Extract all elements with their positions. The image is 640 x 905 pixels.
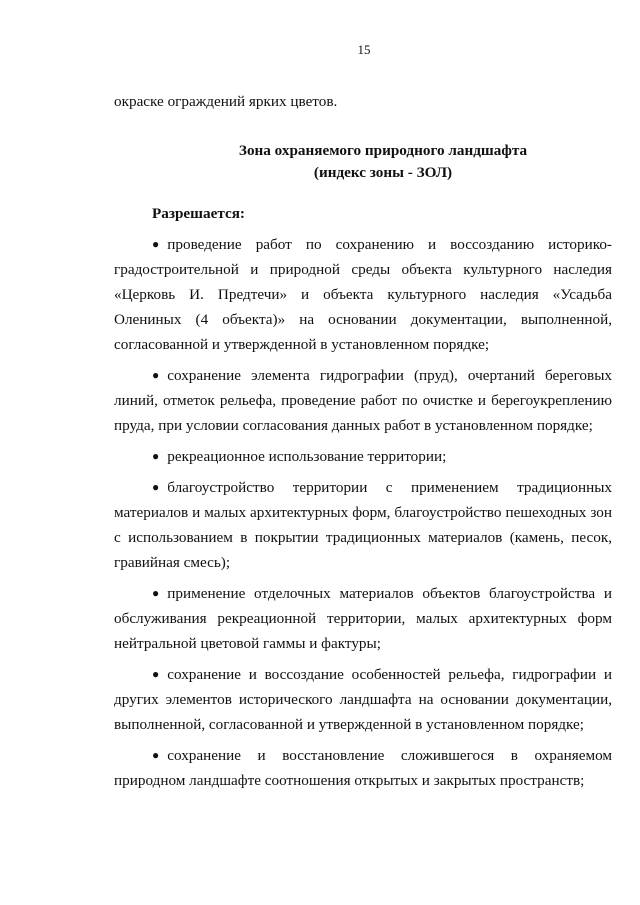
- list-item-text: проведение работ по сохранению и воссозданию историко-градостроительной и природной среды объекта культурного наследия «Церковь И. Предтечи» и объекта культурного наследия «Усадьба Олениных (4 объекта)» на основании документации, выполненной, согласованной и утвержденной в установленном порядке;: [114, 236, 612, 353]
- list-item-text: сохранение и воссоздание особенностей рельефа, гидрографии и других элементов исторического ландшафта на основании документации, выполненной, согласованной и утвержденной в установленном порядке;: [114, 666, 612, 733]
- section-heading: [114, 140, 612, 184]
- list-item: [114, 363, 612, 438]
- bullet-icon: ●: [152, 368, 160, 382]
- bullet-icon: ●: [152, 480, 160, 494]
- bullet-icon: ●: [152, 237, 160, 251]
- list-item-text: благоустройство территории с применением традиционных материалов и малых архитектурных форм, благоустройство пешеходных зон с использованием в покрытии традиционных материалов (камень, песок, гравийная смесь);: [114, 479, 612, 571]
- document-body: [114, 90, 612, 793]
- page-number: 15: [357, 42, 371, 57]
- list-item: [114, 662, 612, 737]
- list-item: [114, 581, 612, 656]
- list-item-text: применение отделочных материалов объектов благоустройства и обслуживания рекреационной территории, малых архитектурных форм нейтральной цветовой гаммы и фактуры;: [114, 585, 612, 652]
- list-item-text: сохранение и восстановление сложившегося в охраняемом природном ландшафте соотношения открытых и закрытых пространств;: [114, 747, 612, 789]
- bullet-icon: ●: [152, 449, 160, 463]
- bullet-icon: ●: [152, 667, 160, 681]
- list-item: [114, 743, 612, 793]
- bullet-icon: ●: [152, 586, 160, 600]
- heading-zone-index: (индекс зоны - ЗОЛ): [313, 164, 453, 181]
- list-item: [114, 444, 612, 469]
- list-item: [114, 475, 612, 575]
- allowed-label: Разрешается:: [152, 205, 245, 222]
- intro-paragraph: окраске ограждений ярких цветов.: [114, 93, 338, 110]
- heading-title: Зона охраняемого природного ландшафта: [238, 142, 528, 159]
- list-item: [114, 232, 612, 357]
- list-item-text: сохранение элемента гидрографии (пруд), очертаний береговых линий, отметок рельефа, проведение работ по очистке и берегоукреплению пруда, при условии согласования данных работ в установленном порядке;: [114, 367, 612, 434]
- list-item-text: рекреационное использование территории;: [167, 448, 447, 465]
- bullet-icon: ●: [152, 748, 160, 762]
